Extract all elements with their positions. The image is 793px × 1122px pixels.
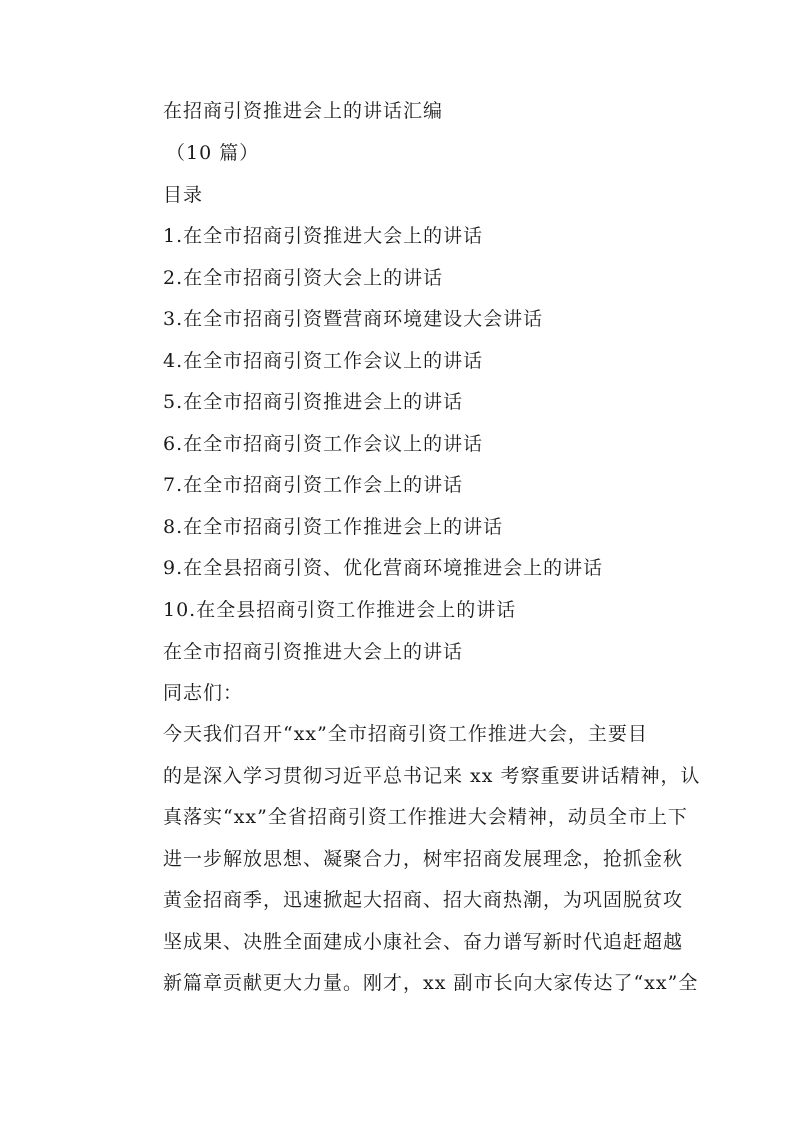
body-line bbox=[163, 722, 673, 746]
body-line bbox=[163, 764, 701, 788]
toc-item: 2.在全市招商引资大会上的讲话 bbox=[163, 267, 444, 289]
body-line-text: 真落实“xx”全省招商引资工作推进大会精神，动员全市上下 bbox=[163, 806, 688, 828]
toc-item: 8.在全市招商引资工作推进会上的讲话 bbox=[163, 516, 504, 538]
body-line bbox=[163, 847, 684, 871]
toc-item: 9.在全县招商引资、优化营商环境推进会上的讲话 bbox=[163, 557, 604, 579]
document-subtitle: （10 篇） bbox=[166, 142, 260, 164]
body-line-text: 的是深入学习贯彻习近平总书记来 xx 考察重要讲话精神，认 bbox=[163, 765, 701, 787]
toc-item: 10.在全县招商引资工作推进会上的讲话 bbox=[163, 599, 517, 621]
toc-item: 4.在全市招商引资工作会议上的讲话 bbox=[163, 350, 484, 372]
body-line-text: 黄金招商季，迅速掀起大招商、招大商热潮，为巩固脱贫攻 bbox=[163, 889, 684, 911]
body-line bbox=[163, 971, 699, 995]
toc-item: 1.在全市招商引资推进大会上的讲话 bbox=[163, 225, 484, 247]
body-line bbox=[163, 888, 684, 912]
toc-item: 6.在全市招商引资工作会议上的讲话 bbox=[163, 433, 484, 455]
toc-item: 3.在全市招商引资暨营商环境建设大会讲话 bbox=[163, 308, 544, 330]
body-line-text: 今天我们召开“xx”全市招商引资工作推进大会，主要目 bbox=[163, 723, 648, 745]
section-title: 在全市招商引资推进大会上的讲话 bbox=[163, 641, 464, 663]
document-title: 在招商引资推进会上的讲话汇编 bbox=[163, 100, 444, 122]
toc-heading: 目录 bbox=[163, 184, 204, 206]
toc-item: 5.在全市招商引资推进会上的讲话 bbox=[163, 391, 464, 413]
body-line bbox=[163, 930, 684, 954]
salutation: 同志们： bbox=[163, 682, 244, 704]
body-line-text: 进一步解放思想、凝聚合力，树牢招商发展理念，抢抓金秋 bbox=[163, 848, 684, 870]
toc-item: 7.在全市招商引资工作会上的讲话 bbox=[163, 474, 464, 496]
body-line-text: 新篇章贡献更大力量。刚才，xx 副市长向大家传达了“xx”全 bbox=[163, 972, 699, 994]
body-line bbox=[163, 805, 688, 829]
body-line-text: 坚成果、决胜全面建成小康社会、奋力谱写新时代追赶超越 bbox=[163, 931, 684, 953]
